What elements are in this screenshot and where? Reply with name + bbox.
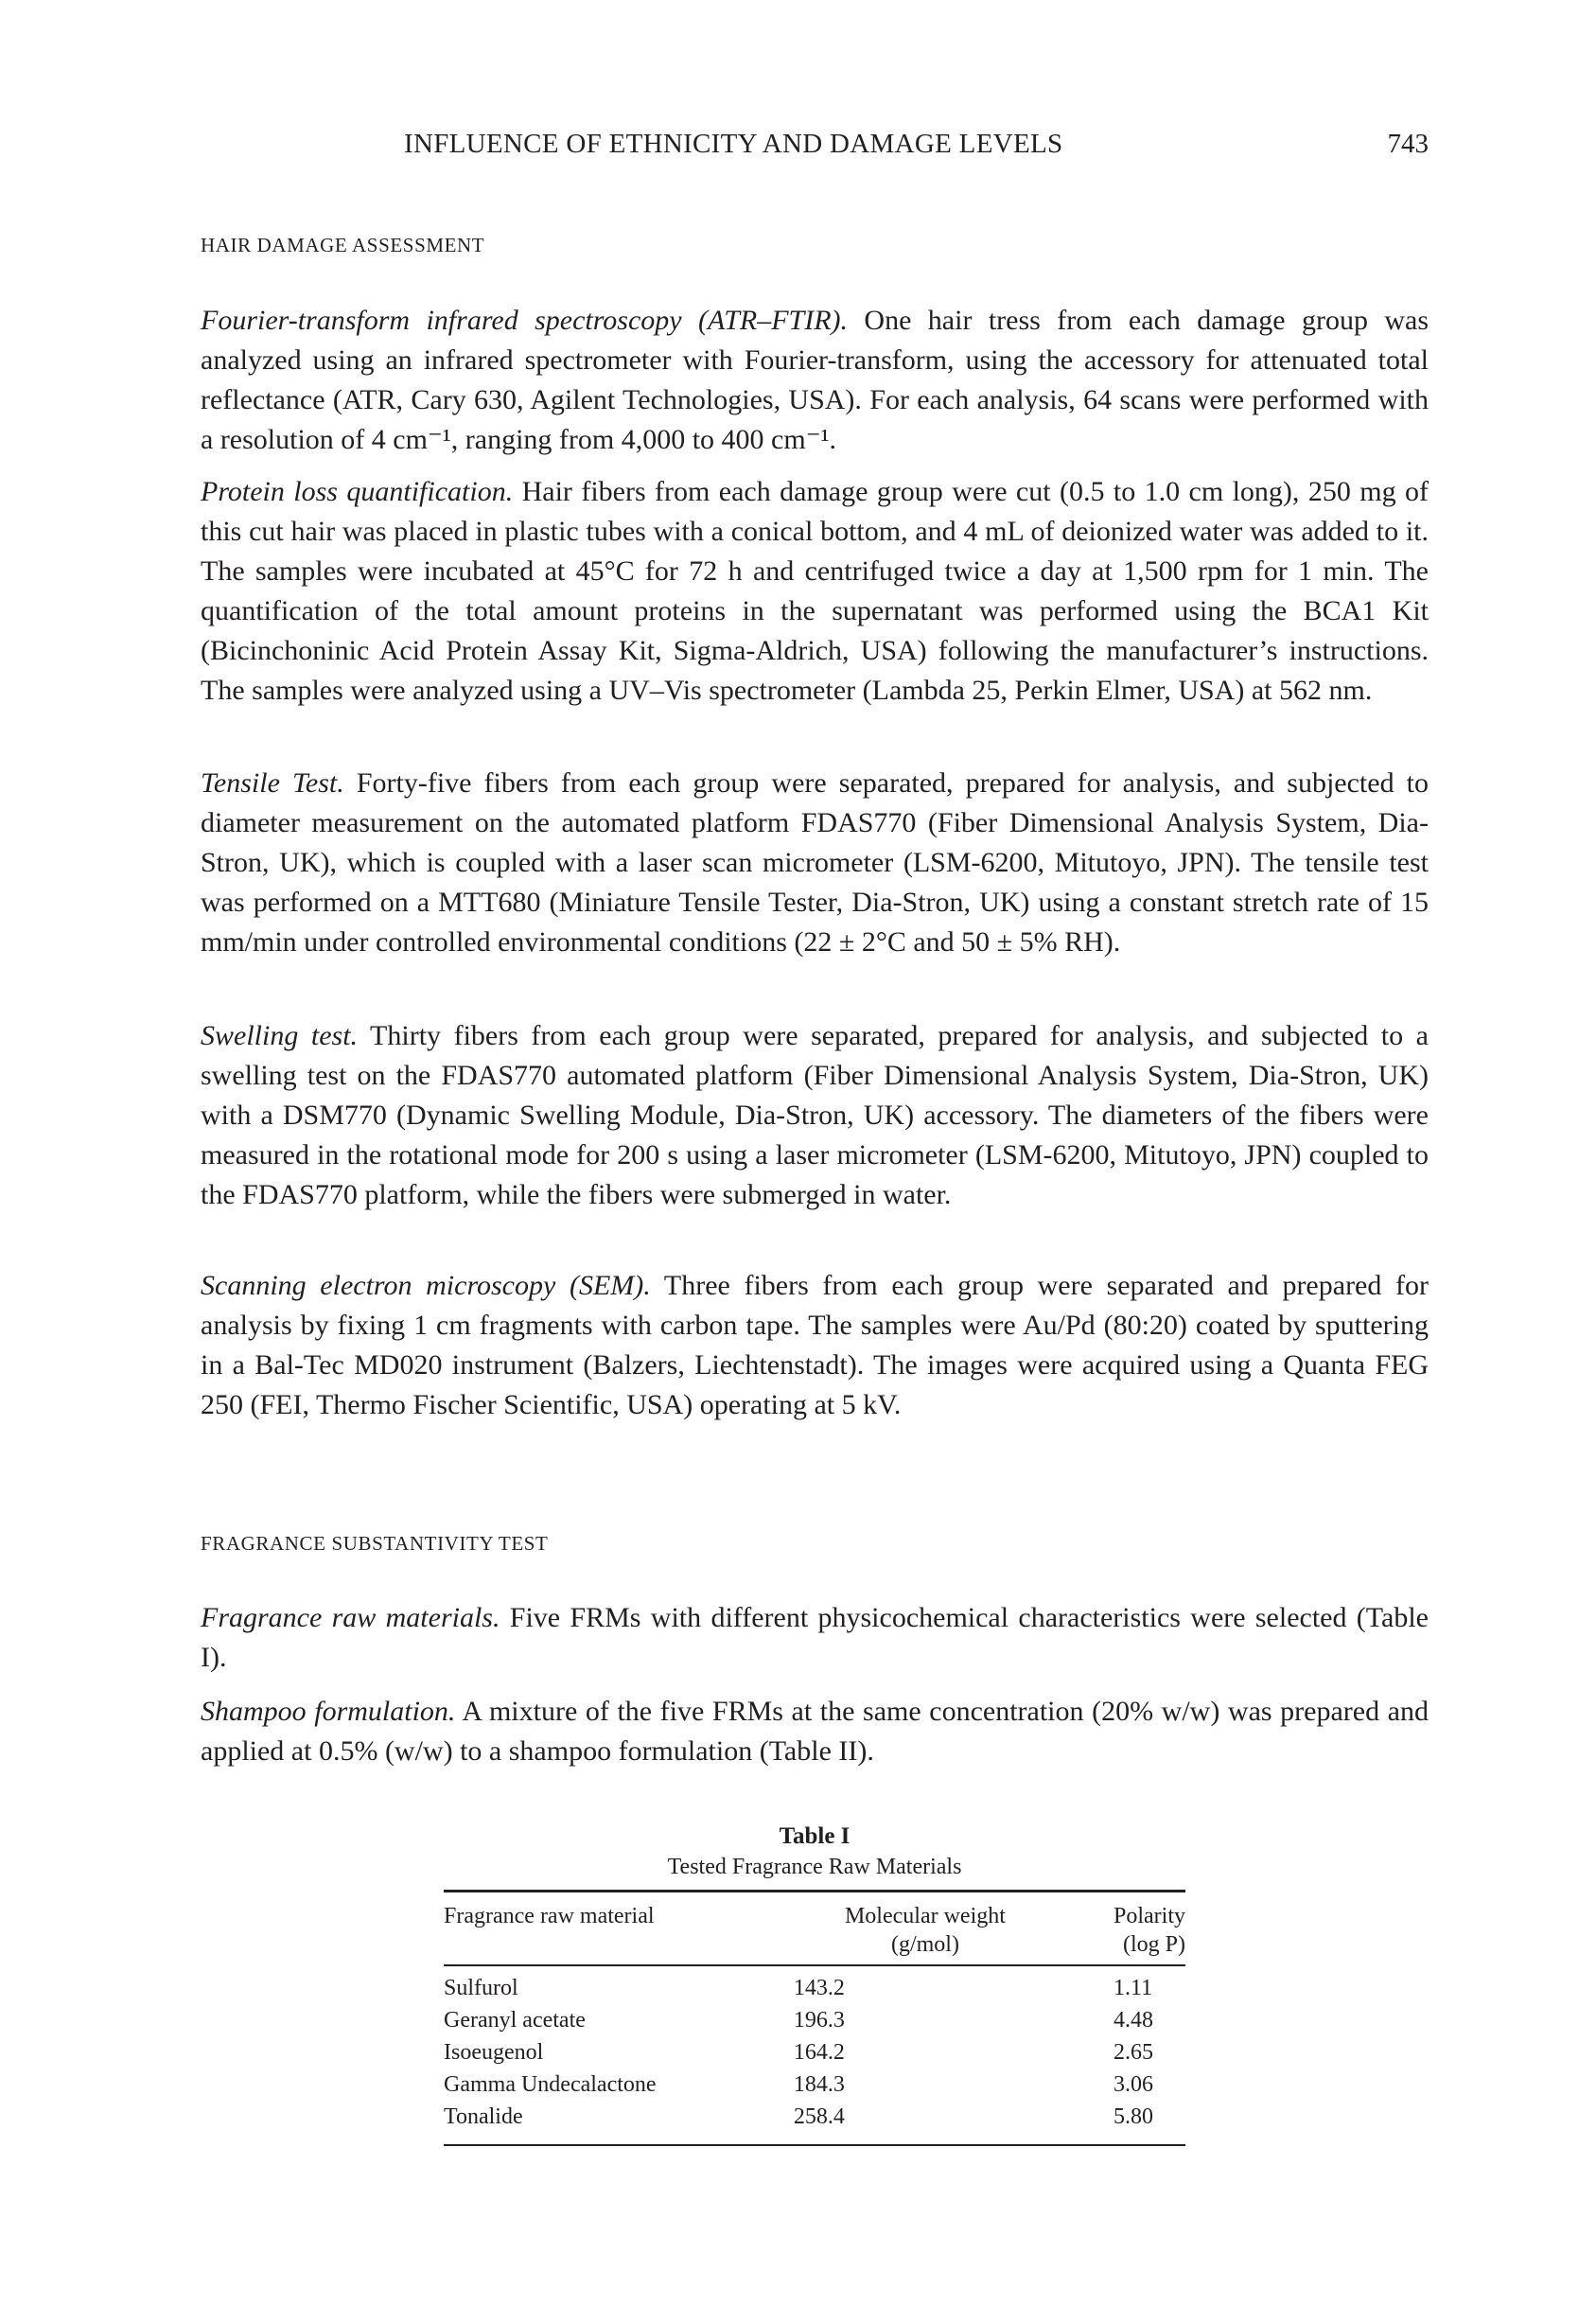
paragraph-text: Three fibers from each group were separated and prepared for analysis by fixing 1 cm fragments with carbon tape. The samples were Au/Pd (80:20) coated by sputtering in a Bal-Tec MD020 instrument (Balzers, Liechtenstadt). The images were acquired using a Quanta FEG 250 (FEI, Thermo Fischer Scientific, USA) operating at 5 kV. xyxy=(201,1270,1429,1420)
table-caption: Table I xyxy=(779,1823,851,1849)
column-header-text: Fragrance raw material xyxy=(444,1904,655,1928)
paragraph-text: A mixture of the five FRMs at the same concentration (20% w/w) was prepared and applied at 0.5% (w/w) to a shampoo formulation (Table II). xyxy=(201,1696,1429,1767)
fragrance-table xyxy=(444,1890,1185,2146)
cell-logp: 3.06 xyxy=(1114,2072,1153,2097)
paragraph-text: Five FRMs with different physicochemical characteristics were selected (Table I). xyxy=(201,1602,1429,1673)
paragraph-text: Thirty fibers from each group were separated, prepared for analysis, and subjected to a swelling test on the FDAS770 automated platform (Fiber Dimensional Analysis System, Dia-Stron, UK) with a DSM770 (Dynamic Swelling Module, Dia-Stron, UK) accessory. The diameters of the fibers were measured in the rotational mode for 200 s using a laser micrometer (LSM-6200, Mitutoyo, JPN) coupled to the FDAS770 platform, while the fibers were submerged in water. xyxy=(201,1020,1429,1210)
cell-mw: 164.2 xyxy=(793,2040,845,2065)
cell-logp: 2.65 xyxy=(1114,2040,1153,2065)
cell-name: Gamma Undecalactone xyxy=(444,2072,657,2097)
cell-logp: 5.80 xyxy=(1114,2104,1153,2129)
paragraph-atr-ftir xyxy=(201,301,1429,460)
cell-mw: 143.2 xyxy=(793,1976,845,2000)
cell-logp: 4.48 xyxy=(1114,2008,1153,2033)
cell-name: Isoeugenol xyxy=(444,2040,544,2065)
paragraph-fragrance-raw-materials xyxy=(201,1598,1429,1678)
paragraph-lead: Tensile Test. xyxy=(201,767,344,799)
cell-name: Sulfurol xyxy=(444,1976,518,2000)
section-heading-hair-damage: HAIR DAMAGE ASSESSMENT xyxy=(201,234,485,256)
table-1 xyxy=(444,1822,1185,2146)
cell-name: Geranyl acetate xyxy=(444,2008,586,2033)
table-row xyxy=(444,1965,1185,2004)
column-header-text: Molecular weight xyxy=(844,1904,1006,1928)
table-header-row xyxy=(444,1892,1185,1966)
paragraph-swelling-test xyxy=(201,1016,1429,1215)
paragraph-protein-loss xyxy=(201,472,1429,711)
running-title: INFLUENCE OF ETHNICITY AND DAMAGE LEVELS xyxy=(404,129,1063,159)
page-number: 743 xyxy=(1387,129,1429,159)
paragraph-sem xyxy=(201,1266,1429,1425)
paragraph-shampoo-formulation xyxy=(201,1692,1429,1771)
paragraph-text: Hair fibers from each damage group were cut (0.5 to 1.0 cm long), 250 mg of this cut hair was placed in plastic tubes with a conical bottom, and 4 mL of deionized water was added to it. The samples were incubated at 45°C for 72 h and centrifuged twice a day at 1,500 rpm for 1 min. The quantification of the total amount proteins in the supernatant was performed using the BCA1 Kit (Bicinchoninic Acid Protein Assay Kit, Sigma-Aldrich, USA) following the manufacturer’s instructions. The samples were analyzed using a UV–Vis spectrometer (Lambda 25, Perkin Elmer, USA) at 562 nm. xyxy=(201,476,1429,706)
column-header-fragrance xyxy=(444,1892,794,1966)
paragraph-lead: Scanning electron microscopy (SEM). xyxy=(201,1270,651,1301)
paragraph-text: Forty-five fibers from each group were separated, prepared for analysis, and subjected to diameter measurement on the automated platform FDAS770 (Fiber Dimensional Analysis System, Dia-Stron, UK), which is coupled with a laser scan micrometer (LSM-6200, Mitutoyo, JPN). The tensile test was performed on a MTT680 (Miniature Tensile Tester, Dia-Stron, UK) using a constant stretch rate of 15 mm/min under controlled environmental conditions (22 ± 2°C and 50 ± 5% RH). xyxy=(201,767,1429,958)
table-row xyxy=(444,2004,1185,2036)
column-header-text: Polarity xyxy=(1114,1904,1185,1928)
paragraph-tensile-test xyxy=(201,764,1429,962)
column-header-unit: (g/mol) xyxy=(890,1932,959,1957)
section-heading-fragrance: FRAGRANCE SUBSTANTIVITY TEST xyxy=(201,1532,549,1555)
table-row xyxy=(444,2101,1185,2145)
cell-mw: 196.3 xyxy=(793,2008,845,2033)
running-header xyxy=(201,129,1429,167)
cell-mw: 184.3 xyxy=(793,2072,845,2097)
paragraph-lead: Protein loss quantification. xyxy=(201,476,514,507)
table-row xyxy=(444,2036,1185,2068)
paragraph-lead: Swelling test. xyxy=(201,1020,359,1051)
column-header-polarity xyxy=(1114,1892,1185,1966)
column-header-unit: (log P) xyxy=(1123,1932,1185,1957)
cell-logp: 1.11 xyxy=(1114,1976,1153,2000)
table-row xyxy=(444,2068,1185,2101)
column-header-molecular-weight xyxy=(794,1892,1114,1966)
paragraph-lead: Fourier-transform infrared spectroscopy (ATR–FTIR). xyxy=(201,305,849,336)
paragraph-lead: Fragrance raw materials. xyxy=(201,1602,500,1633)
paragraph-lead: Shampoo formulation. xyxy=(201,1696,456,1727)
cell-mw: 258.4 xyxy=(793,2104,845,2129)
table-subtitle: Tested Fragrance Raw Materials xyxy=(667,1855,962,1879)
paragraph-text: One hair tress from each damage group was analyzed using an infrared spectrometer with Fourier-transform, using the accessory for attenuated total reflectance (ATR, Cary 630, Agilent Technologies, USA). For each analysis, 64 scans were performed with a resolution of 4 cm⁻¹, ranging from 4,000 to 400 cm⁻¹. xyxy=(201,305,1429,455)
cell-name: Tonalide xyxy=(444,2104,523,2129)
